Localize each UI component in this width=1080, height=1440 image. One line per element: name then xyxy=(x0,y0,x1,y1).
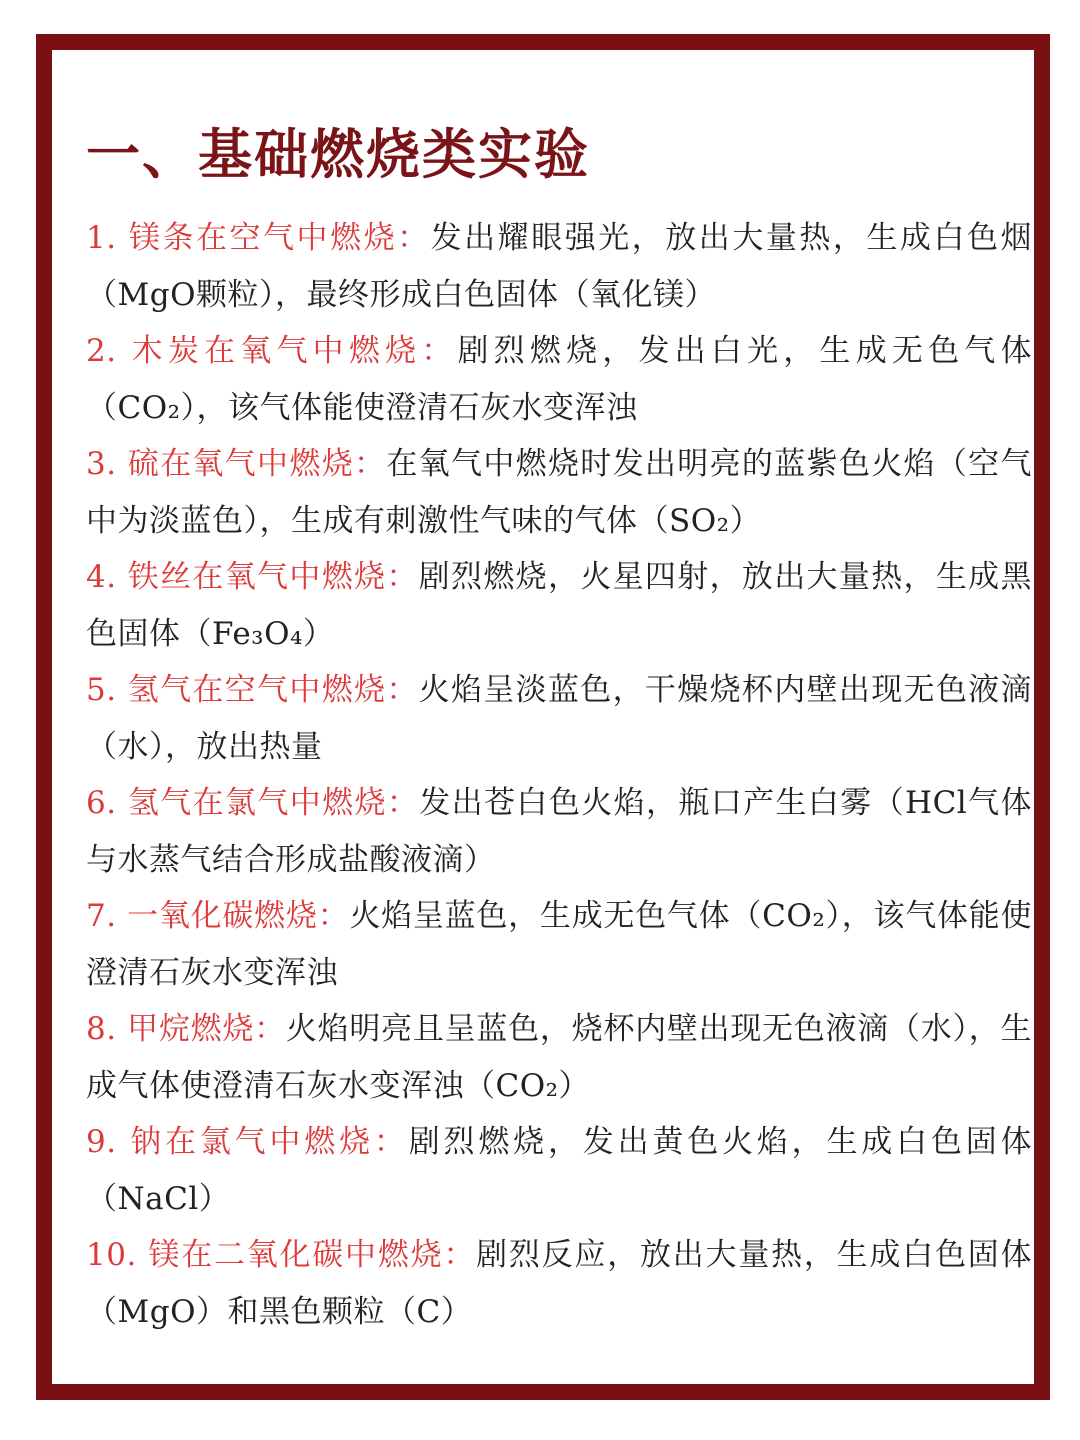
item-label: 2. 木炭在氧气中燃烧： xyxy=(86,333,458,369)
item-description: 火焰呈淡蓝色，干燥烧杯内壁出现无色液滴（水），放出热量 xyxy=(86,672,1032,765)
page-frame xyxy=(36,34,1050,1400)
item-description: 发出苍白色火焰，瓶口产生白雾（HCl气体与水蒸气结合形成盐酸液滴） xyxy=(86,785,1032,878)
item-description: 火焰明亮且呈蓝色，烧杯内壁出现无色液滴（水），生成气体使澄清石灰水变浑浊（CO₂） xyxy=(86,1011,1033,1104)
item-description: 剧烈燃烧，发出黄色火焰，生成白色固体（NaCl） xyxy=(86,1124,1033,1217)
item-label: 1. 镁条在空气中燃烧： xyxy=(86,220,431,256)
experiment-list xyxy=(86,210,1032,1340)
item-label: 4. 铁丝在氧气中燃烧： xyxy=(86,559,419,595)
item-label: 10. 镁在二氧化碳中燃烧： xyxy=(86,1237,477,1273)
item-description: 火焰呈蓝色，生成无色气体（CO₂），该气体能使澄清石灰水变浑浊 xyxy=(86,898,1032,991)
item-description: 剧烈反应，放出大量热，生成白色固体（MgO）和黑色颗粒（C） xyxy=(86,1237,1033,1330)
list-item xyxy=(86,549,1032,662)
item-description: 剧烈燃烧，火星四射，放出大量热，生成黑色固体（Fe₃O₄） xyxy=(86,559,1032,652)
item-description: 发出耀眼强光，放出大量热，生成白色烟（MgO颗粒），最终形成白色固体（氧化镁） xyxy=(86,220,1032,313)
item-description: 在氧气中燃烧时发出明亮的蓝紫色火焰（空气中为淡蓝色），生成有刺激性气味的气体（SO₂） xyxy=(86,446,1032,539)
list-item xyxy=(86,1114,1032,1227)
section-title: 一、基础燃烧类实验 xyxy=(86,123,590,186)
list-item xyxy=(86,210,1032,323)
list-item xyxy=(86,436,1032,549)
list-item xyxy=(86,662,1032,775)
list-item xyxy=(86,775,1032,888)
list-item xyxy=(86,1227,1032,1340)
item-label: 7. 一氧化碳燃烧： xyxy=(86,898,350,934)
list-item xyxy=(86,323,1032,436)
list-item xyxy=(86,888,1032,1001)
item-label: 3. 硫在氧气中燃烧： xyxy=(86,446,387,482)
list-item xyxy=(86,1001,1032,1114)
item-description: 剧烈燃烧，发出白光，生成无色气体（CO₂），该气体能使澄清石灰水变浑浊 xyxy=(86,333,1033,426)
item-label: 5. 氢气在空气中燃烧： xyxy=(86,672,419,708)
item-label: 8. 甲烷燃烧： xyxy=(86,1011,286,1047)
item-label: 6. 氢气在氯气中燃烧： xyxy=(86,785,420,821)
item-label: 9. 钠在氯气中燃烧： xyxy=(86,1124,409,1160)
